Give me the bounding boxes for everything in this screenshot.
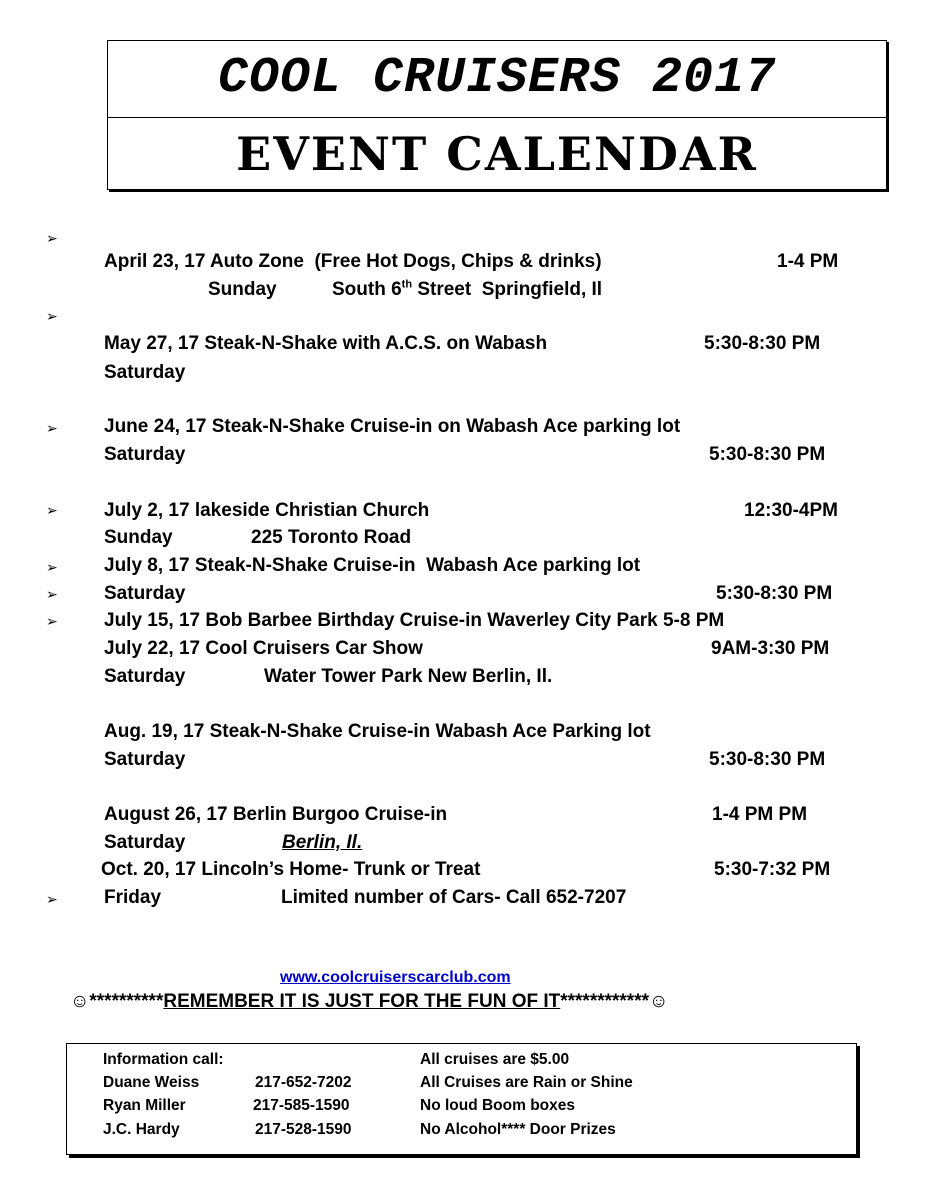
event-aug-26-time: 1-4 PM PM xyxy=(712,804,808,825)
event-april-23-location: South 6th Street Springfield, Il xyxy=(332,278,603,300)
arrowhead-bullet-icon: ➢ xyxy=(46,586,58,602)
event-may-27-day: Saturday xyxy=(104,362,186,383)
contact-name: Ryan Miller xyxy=(103,1097,186,1114)
contact-name: J.C. Hardy xyxy=(103,1121,180,1138)
event-aug-26-title: August 26, 17 Berlin Burgoo Cruise-in xyxy=(104,804,448,825)
arrowhead-bullet-icon: ➢ xyxy=(46,502,58,518)
event-may-27-time: 5:30-8:30 PM xyxy=(704,333,821,354)
remember-line xyxy=(70,990,830,1014)
info-label: Information call: xyxy=(103,1051,224,1068)
info-box xyxy=(66,1043,857,1155)
rule-item: All cruises are $5.00 xyxy=(420,1051,570,1068)
remember-left: ☺********** xyxy=(70,991,164,1012)
event-aug-19-time: 5:30-8:30 PM xyxy=(709,749,826,770)
event-july-8-time: 5:30-8:30 PM xyxy=(716,583,833,604)
event-may-27-title: May 27, 17 Steak-N-Shake with A.C.S. on Wabash xyxy=(104,333,548,354)
arrowhead-bullet-icon: ➢ xyxy=(46,559,58,575)
event-july-8-day: Saturday xyxy=(104,583,186,604)
event-july-22-location: Water Tower Park New Berlin, Il. xyxy=(264,666,553,687)
event-oct-20-title: Oct. 20, 17 Lincoln’s Home- Trunk or Treat xyxy=(101,859,481,880)
event-april-23-time: 1-4 PM xyxy=(777,251,839,272)
event-july-2-time: 12:30-4PM xyxy=(744,500,838,521)
event-july-22-time: 9AM-3:30 PM xyxy=(711,638,830,659)
event-july-2-title: July 2, 17 lakeside Christian Church xyxy=(104,500,430,521)
event-june-24-day: Saturday xyxy=(104,444,186,465)
event-july-2-location: 225 Toronto Road xyxy=(251,527,412,548)
event-april-23-day: Sunday xyxy=(208,279,277,300)
title-box xyxy=(107,40,887,190)
arrowhead-bullet-icon: ➢ xyxy=(46,420,58,436)
event-aug-26-day: Saturday xyxy=(104,832,186,853)
event-july-15-title: July 15, 17 Bob Barbee Birthday Cruise-in Waverley City Park 5-8 PM xyxy=(104,610,725,631)
event-april-23-title: April 23, 17 Auto Zone (Free Hot Dogs, Chips & drinks) xyxy=(104,251,602,272)
contact-phone: 217-585-1590 xyxy=(253,1097,350,1114)
rule-item: No loud Boom boxes xyxy=(420,1097,575,1114)
contact-phone: 217-528-1590 xyxy=(255,1121,352,1138)
event-aug-19-title: Aug. 19, 17 Steak-N-Shake Cruise-in Wabash Ace Parking lot xyxy=(104,721,651,742)
event-july-2-day: Sunday xyxy=(104,527,173,548)
event-oct-20-time: 5:30-7:32 PM xyxy=(714,859,831,880)
rule-item: All Cruises are Rain or Shine xyxy=(420,1074,633,1091)
event-aug-26-location: Berlin, Il. xyxy=(282,832,363,853)
event-oct-20-day: Friday xyxy=(104,887,162,908)
arrowhead-bullet-icon: ➢ xyxy=(46,308,58,324)
arrowhead-bullet-icon: ➢ xyxy=(46,613,58,629)
remember-right: ************☺ xyxy=(560,991,669,1012)
contact-phone: 217-652-7202 xyxy=(255,1074,352,1091)
event-june-24-title: June 24, 17 Steak-N-Shake Cruise-in on Wabash Ace parking lot xyxy=(104,416,681,437)
event-oct-20-note: Limited number of Cars- Call 652-7207 xyxy=(281,887,627,908)
remember-text: REMEMBER IT IS JUST FOR THE FUN OF IT xyxy=(163,991,561,1012)
arrowhead-bullet-icon: ➢ xyxy=(46,891,58,907)
event-june-24-time: 5:30-8:30 PM xyxy=(709,444,826,465)
rule-item: No Alcohol**** Door Prizes xyxy=(420,1121,616,1138)
event-aug-19-day: Saturday xyxy=(104,749,186,770)
event-july-22-title: July 22, 17 Cool Cruisers Car Show xyxy=(104,638,423,659)
contact-name: Duane Weiss xyxy=(103,1074,200,1091)
page-title: COOL CRUISERS 2017 xyxy=(108,41,886,118)
arrowhead-bullet-icon: ➢ xyxy=(46,230,58,246)
website-link[interactable]: www.coolcruiserscarclub.com xyxy=(280,969,511,986)
event-july-8-title: July 8, 17 Steak-N-Shake Cruise-in Wabash Ace parking lot xyxy=(104,555,641,576)
event-july-22-day: Saturday xyxy=(104,666,186,687)
page-subtitle: EVENT CALENDAR xyxy=(236,127,758,181)
